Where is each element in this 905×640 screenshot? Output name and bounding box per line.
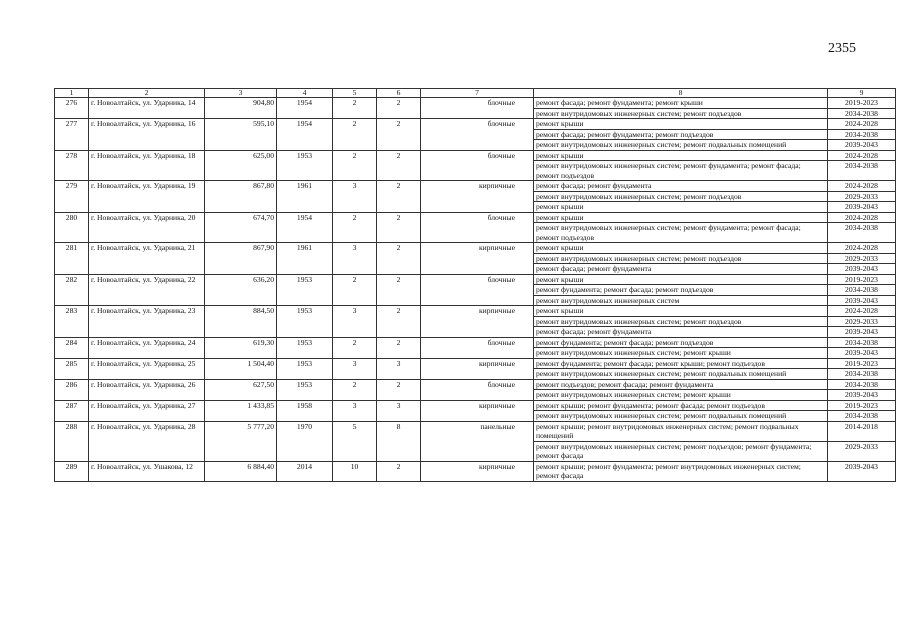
- work-type-cell: ремонт крыши: [534, 119, 828, 130]
- period-cell: 2019-2023: [828, 98, 896, 109]
- period-cell: 2029-2033: [828, 253, 896, 264]
- year-built-cell: 1953: [277, 337, 333, 358]
- period-cell: 2039-2043: [828, 140, 896, 151]
- address-cell: г. Новоалтайск, ул. Ушакова, 12: [89, 461, 205, 481]
- house-number-cell: 283: [55, 306, 89, 338]
- period-cell: 2024-2028: [828, 150, 896, 161]
- table-row: [55, 243, 896, 254]
- house-number-cell: 285: [55, 358, 89, 379]
- period-cell: 2039-2043: [828, 327, 896, 338]
- floors-cell: 2: [333, 212, 377, 243]
- column-header: 2: [89, 89, 205, 98]
- address-cell: г. Новоалтайск, ул. Ударника, 26: [89, 379, 205, 400]
- work-type-cell: ремонт фасада; ремонт фундамента; ремонт крыши: [534, 98, 828, 109]
- house-number-cell: 287: [55, 400, 89, 421]
- year-built-cell: 1958: [277, 400, 333, 421]
- floors-cell: 2: [333, 379, 377, 400]
- wall-material-cell: кирпичные: [421, 181, 534, 213]
- table-row: [55, 212, 896, 223]
- repair-schedule-table: [54, 88, 896, 482]
- house-number-cell: 277: [55, 119, 89, 151]
- entrances-cell: 2: [377, 337, 421, 358]
- area-cell: 904,80: [205, 98, 277, 119]
- period-cell: 2039-2043: [828, 264, 896, 275]
- work-type-cell: ремонт фасада; ремонт фундамента; ремонт подъездов: [534, 129, 828, 140]
- house-number-cell: 280: [55, 212, 89, 243]
- work-type-cell: ремонт внутридомовых инженерных систем; ремонт подъездов: [534, 316, 828, 327]
- column-header: 6: [377, 89, 421, 98]
- wall-material-cell: блочные: [421, 274, 534, 306]
- work-type-cell: ремонт фасада; ремонт фундамента: [534, 264, 828, 275]
- period-cell: 2034-2038: [828, 369, 896, 380]
- year-built-cell: 1961: [277, 243, 333, 275]
- column-header: 8: [534, 89, 828, 98]
- floors-cell: 2: [333, 119, 377, 151]
- area-cell: 6 884,40: [205, 461, 277, 481]
- house-number-cell: 282: [55, 274, 89, 306]
- wall-material-cell: кирпичные: [421, 243, 534, 275]
- house-number-cell: 276: [55, 98, 89, 119]
- address-cell: г. Новоалтайск, ул. Ударника, 27: [89, 400, 205, 421]
- entrances-cell: 2: [377, 461, 421, 481]
- wall-material-cell: блочные: [421, 150, 534, 181]
- work-type-cell: ремонт фасада; ремонт фундамента: [534, 327, 828, 338]
- area-cell: 619,30: [205, 337, 277, 358]
- floors-cell: 2: [333, 98, 377, 119]
- entrances-cell: 2: [377, 212, 421, 243]
- table-row: [55, 337, 896, 348]
- area-cell: 595,10: [205, 119, 277, 151]
- table-row: [55, 119, 896, 130]
- entrances-cell: 2: [377, 181, 421, 213]
- year-built-cell: 1970: [277, 421, 333, 461]
- period-cell: 2019-2023: [828, 400, 896, 411]
- work-type-cell: ремонт крыши: [534, 150, 828, 161]
- floors-cell: 3: [333, 306, 377, 338]
- year-built-cell: 1953: [277, 358, 333, 379]
- work-type-cell: ремонт подъездов; ремонт фасада; ремонт фундамента: [534, 379, 828, 390]
- work-type-cell: ремонт крыши; ремонт фундамента; ремонт фасада; ремонт подъездов: [534, 400, 828, 411]
- address-cell: г. Новоалтайск, ул. Ударника, 14: [89, 98, 205, 119]
- wall-material-cell: панельные: [421, 421, 534, 461]
- entrances-cell: 3: [377, 358, 421, 379]
- floors-cell: 3: [333, 243, 377, 275]
- period-cell: 2034-2038: [828, 337, 896, 348]
- period-cell: 2024-2028: [828, 243, 896, 254]
- entrances-cell: 2: [377, 306, 421, 338]
- table-row: [55, 461, 896, 481]
- period-cell: 2034-2038: [828, 108, 896, 119]
- year-built-cell: 1954: [277, 119, 333, 151]
- floors-cell: 3: [333, 181, 377, 213]
- table-row: [55, 150, 896, 161]
- column-header: 1: [55, 89, 89, 98]
- column-number-row: [55, 89, 896, 98]
- area-cell: 636,20: [205, 274, 277, 306]
- wall-material-cell: кирпичные: [421, 400, 534, 421]
- column-header: 7: [421, 89, 534, 98]
- work-type-cell: ремонт внутридомовых инженерных систем; ремонт подъездов; ремонт фундамента; ремонт фасада: [534, 441, 828, 461]
- period-cell: 2034-2038: [828, 129, 896, 140]
- table-row: [55, 379, 896, 390]
- address-cell: г. Новоалтайск, ул. Ударника, 22: [89, 274, 205, 306]
- house-number-cell: 279: [55, 181, 89, 213]
- floors-cell: 2: [333, 274, 377, 306]
- wall-material-cell: блочные: [421, 337, 534, 358]
- entrances-cell: 2: [377, 274, 421, 306]
- period-cell: 2019-2023: [828, 274, 896, 285]
- period-cell: 2039-2043: [828, 295, 896, 306]
- address-cell: г. Новоалтайск, ул. Ударника, 18: [89, 150, 205, 181]
- table-row: [55, 421, 896, 441]
- table-row: [55, 181, 896, 192]
- period-cell: 2024-2028: [828, 212, 896, 223]
- work-type-cell: ремонт крыши: [534, 202, 828, 213]
- work-type-cell: ремонт внутридомовых инженерных систем; ремонт фундамента; ремонт фасада; ремонт подъездов: [534, 161, 828, 181]
- work-type-cell: ремонт внутридомовых инженерных систем; ремонт подвальных помещений: [534, 369, 828, 380]
- address-cell: г. Новоалтайск, ул. Ударника, 21: [89, 243, 205, 275]
- floors-cell: 5: [333, 421, 377, 461]
- year-built-cell: 1961: [277, 181, 333, 213]
- work-type-cell: ремонт крыши; ремонт фундамента; ремонт внутридомовых инженерных систем; ремонт фасада: [534, 461, 828, 481]
- house-number-cell: 281: [55, 243, 89, 275]
- period-cell: 2024-2028: [828, 306, 896, 317]
- page-number: 2355: [828, 41, 856, 56]
- period-cell: 2019-2023: [828, 358, 896, 369]
- house-number-cell: 278: [55, 150, 89, 181]
- column-header: 3: [205, 89, 277, 98]
- area-cell: 867,80: [205, 181, 277, 213]
- work-type-cell: ремонт внутридомовых инженерных систем; ремонт подвальных помещений: [534, 411, 828, 422]
- address-cell: г. Новоалтайск, ул. Ударника, 23: [89, 306, 205, 338]
- period-cell: 2039-2043: [828, 390, 896, 401]
- house-number-cell: 288: [55, 421, 89, 461]
- period-cell: 2029-2033: [828, 441, 896, 461]
- work-type-cell: ремонт внутридомовых инженерных систем; ремонт подъездов: [534, 191, 828, 202]
- period-cell: 2029-2033: [828, 316, 896, 327]
- wall-material-cell: кирпичные: [421, 306, 534, 338]
- period-cell: 2034-2038: [828, 285, 896, 296]
- entrances-cell: 2: [377, 119, 421, 151]
- work-type-cell: ремонт фундамента; ремонт фасада; ремонт подъездов: [534, 337, 828, 348]
- address-cell: г. Новоалтайск, ул. Ударника, 25: [89, 358, 205, 379]
- work-type-cell: ремонт крыши; ремонт внутридомовых инженерных систем; ремонт подвальных помещений: [534, 421, 828, 441]
- floors-cell: 10: [333, 461, 377, 481]
- period-cell: 2034-2038: [828, 379, 896, 390]
- area-cell: 1 504,40: [205, 358, 277, 379]
- period-cell: 2039-2043: [828, 202, 896, 213]
- work-type-cell: ремонт крыши: [534, 306, 828, 317]
- house-number-cell: 286: [55, 379, 89, 400]
- period-cell: 2039-2043: [828, 348, 896, 359]
- year-built-cell: 1954: [277, 98, 333, 119]
- area-cell: 5 777,20: [205, 421, 277, 461]
- table-row: [55, 98, 896, 109]
- year-built-cell: 1953: [277, 379, 333, 400]
- address-cell: г. Новоалтайск, ул. Ударника, 28: [89, 421, 205, 461]
- wall-material-cell: блочные: [421, 212, 534, 243]
- wall-material-cell: кирпичные: [421, 461, 534, 481]
- work-type-cell: ремонт внутридомовых инженерных систем; ремонт подъездов: [534, 108, 828, 119]
- period-cell: 2024-2028: [828, 119, 896, 130]
- wall-material-cell: блочные: [421, 379, 534, 400]
- entrances-cell: 2: [377, 243, 421, 275]
- work-type-cell: ремонт внутридомовых инженерных систем; ремонт крыши: [534, 348, 828, 359]
- work-type-cell: ремонт внутридомовых инженерных систем; ремонт подвальных помещений: [534, 140, 828, 151]
- entrances-cell: 8: [377, 421, 421, 461]
- table-row: [55, 274, 896, 285]
- area-cell: 627,50: [205, 379, 277, 400]
- year-built-cell: 1953: [277, 306, 333, 338]
- area-cell: 1 433,85: [205, 400, 277, 421]
- period-cell: 2034-2038: [828, 411, 896, 422]
- period-cell: 2039-2043: [828, 461, 896, 481]
- table-row: [55, 306, 896, 317]
- entrances-cell: 2: [377, 98, 421, 119]
- work-type-cell: ремонт фундамента; ремонт фасада; ремонт крыши; ремонт подъездов: [534, 358, 828, 369]
- wall-material-cell: блочные: [421, 98, 534, 119]
- floors-cell: 3: [333, 400, 377, 421]
- period-cell: 2034-2038: [828, 223, 896, 243]
- year-built-cell: 1953: [277, 274, 333, 306]
- floors-cell: 3: [333, 358, 377, 379]
- work-type-cell: ремонт внутридомовых инженерных систем: [534, 295, 828, 306]
- address-cell: г. Новоалтайск, ул. Ударника, 19: [89, 181, 205, 213]
- entrances-cell: 2: [377, 150, 421, 181]
- entrances-cell: 2: [377, 379, 421, 400]
- work-type-cell: ремонт внутридомовых инженерных систем; ремонт фундамента; ремонт фасада; ремонт подъездов: [534, 223, 828, 243]
- address-cell: г. Новоалтайск, ул. Ударника, 24: [89, 337, 205, 358]
- year-built-cell: 1954: [277, 212, 333, 243]
- work-type-cell: ремонт фундамента; ремонт фасада; ремонт подъездов: [534, 285, 828, 296]
- area-cell: 867,90: [205, 243, 277, 275]
- period-cell: 2024-2028: [828, 181, 896, 192]
- area-cell: 625,00: [205, 150, 277, 181]
- work-type-cell: ремонт внутридомовых инженерных систем; ремонт крыши: [534, 390, 828, 401]
- house-number-cell: 284: [55, 337, 89, 358]
- work-type-cell: ремонт крыши: [534, 212, 828, 223]
- period-cell: 2014-2018: [828, 421, 896, 441]
- floors-cell: 2: [333, 337, 377, 358]
- year-built-cell: 2014: [277, 461, 333, 481]
- work-type-cell: ремонт фасада; ремонт фундамента: [534, 181, 828, 192]
- year-built-cell: 1953: [277, 150, 333, 181]
- floors-cell: 2: [333, 150, 377, 181]
- wall-material-cell: блочные: [421, 119, 534, 151]
- address-cell: г. Новоалтайск, ул. Ударника, 16: [89, 119, 205, 151]
- address-cell: г. Новоалтайск, ул. Ударника, 20: [89, 212, 205, 243]
- area-cell: 884,50: [205, 306, 277, 338]
- column-header: 9: [828, 89, 896, 98]
- wall-material-cell: кирпичные: [421, 358, 534, 379]
- area-cell: 674,70: [205, 212, 277, 243]
- work-type-cell: ремонт крыши: [534, 274, 828, 285]
- column-header: 4: [277, 89, 333, 98]
- table-row: [55, 358, 896, 369]
- work-type-cell: ремонт внутридомовых инженерных систем; ремонт подъездов: [534, 253, 828, 264]
- period-cell: 2029-2033: [828, 191, 896, 202]
- period-cell: 2034-2038: [828, 161, 896, 181]
- table-row: [55, 400, 896, 411]
- column-header: 5: [333, 89, 377, 98]
- work-type-cell: ремонт крыши: [534, 243, 828, 254]
- entrances-cell: 3: [377, 400, 421, 421]
- house-number-cell: 289: [55, 461, 89, 481]
